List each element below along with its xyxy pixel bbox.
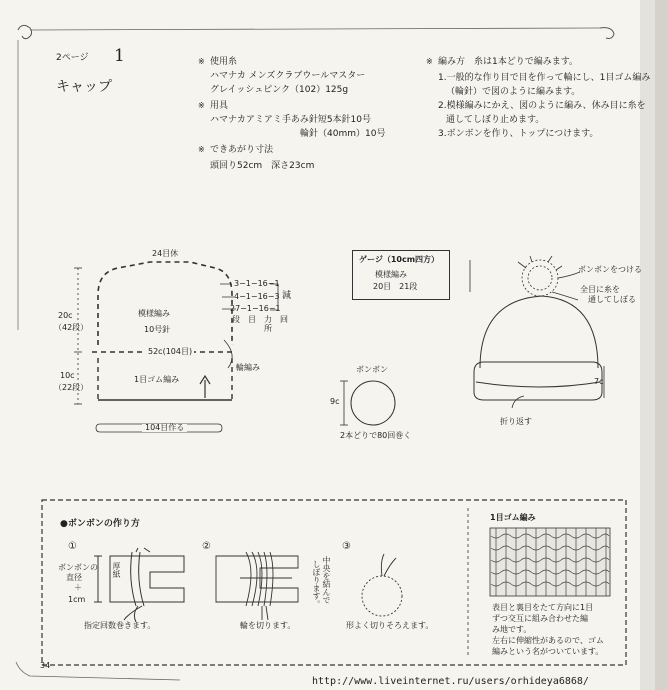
size-heading: できあがり寸法	[210, 145, 274, 155]
tie-note1: 中央を結んで	[322, 556, 331, 604]
step2-number: ②	[202, 541, 211, 552]
bullet-tools-icon: ※	[198, 101, 205, 110]
diameter-label3: ＋	[74, 583, 82, 592]
pompom-size: 9c	[330, 397, 340, 406]
size-line: 頭回り52cm 深さ23cm	[210, 161, 315, 171]
top-stitches-label: 24目休	[152, 249, 179, 258]
yarn-line1: ハマナカ メンズクラブウールマスター	[210, 71, 366, 81]
rib-text4: 左右に伸縮性があるので、ゴム	[492, 636, 604, 645]
instructions-heading: 編み方 糸は1本どりで編みます。	[438, 57, 579, 67]
pompom-label: ボンボン	[356, 365, 388, 374]
gauge-box	[352, 250, 450, 300]
instruction-step2b: 通してしぼり止めます。	[446, 115, 545, 125]
tools-line1: ハマナカアミアミ手あみ針短5本針10号	[210, 115, 371, 125]
instruction-step1a: 1.一般的な作り目で目を作って輪にし、1目ゴム編み	[438, 73, 651, 83]
decrease-row1: 3−1−16−1	[234, 279, 280, 288]
fold-size: 7c	[594, 377, 604, 386]
diameter-label1: ボンボンの	[58, 563, 98, 572]
pattern-number: 1	[114, 46, 125, 66]
gauge-values: 20目 21段	[373, 282, 418, 291]
wind-note: 指定回数巻きます。	[84, 621, 156, 630]
instruction-step2a: 2.模様編みにかえ、図のように編み、休み目に糸を	[438, 101, 646, 111]
height-bottom-label: 10c	[60, 371, 75, 380]
tie-note2: しぼります。	[312, 560, 321, 608]
attach-pompom-label: ボンボンをつける	[578, 265, 642, 274]
decrease-row2: 4−1−16−3	[234, 292, 280, 301]
watermark-url[interactable]: http://www.liveinternet.ru/users/orhideya6868/	[312, 676, 589, 687]
bullet-yarn-icon: ※	[198, 57, 205, 66]
instruction-step3: 3.ボンボンを作り、トップにつけます。	[438, 129, 599, 139]
tools-line2: 輪針（40mm）10号	[300, 129, 386, 139]
page-title: キャップ	[56, 79, 112, 95]
rib-text1: 表目と裏目をたて方向に1目	[492, 603, 594, 612]
round-knit-label: 輪編み	[236, 363, 260, 372]
height-top-label: 20c	[58, 311, 73, 320]
step1-number: ①	[68, 541, 77, 552]
needle-label: 10号針	[144, 325, 171, 334]
bullet-size-icon: ※	[198, 145, 205, 154]
rib-heading: 1目ゴム編み	[490, 513, 536, 522]
cardboard-label: 厚紙	[112, 562, 121, 578]
rib-text3: み地です。	[492, 625, 532, 634]
decrease-label: 減	[282, 291, 292, 301]
decrease-columns2: 所	[232, 324, 272, 333]
cut-note: 輪を切ります。	[240, 621, 296, 630]
rib-text5: 編みという名がついています。	[492, 647, 604, 656]
diameter-label2: 直径	[66, 573, 82, 582]
height-bottom-rows: （22段）	[54, 383, 89, 392]
fold-label: 折り返す	[500, 417, 532, 426]
pompom-note: 2本どりで80回巻く	[340, 431, 412, 440]
height-top-rows: （42段）	[54, 323, 89, 332]
width-label: 52c(104目)	[148, 347, 193, 356]
pattern-label: 模様編み	[138, 309, 170, 318]
gather-note1: 全目に糸を	[580, 285, 620, 294]
trim-note: 形よく切りそろえます。	[346, 621, 434, 630]
bullet-instructions-icon: ※	[426, 57, 433, 66]
gather-note2: 通してしぼる	[588, 295, 636, 304]
howto-heading: ●ボンボンの作り方	[60, 519, 140, 529]
instruction-step1b: （輪針）で図のように編みます。	[446, 87, 581, 97]
decrease-columns: 段 目 力 回	[232, 315, 288, 324]
rib-label: 1目ゴム編み	[134, 375, 180, 384]
rib-text2: ずつ交互に組み合わせた編	[492, 614, 588, 623]
cast-on-label: 104目作る	[142, 424, 187, 432]
diameter-label4: 1cm	[68, 595, 86, 604]
tools-heading: 用具	[210, 101, 229, 111]
yarn-heading: 使用糸	[210, 57, 238, 67]
decrease-row3: 27−1−16−1	[230, 304, 281, 313]
gauge-pattern: 模様編み	[375, 270, 407, 279]
page-ref: 2ページ	[56, 53, 89, 63]
yarn-line2: グレイッシュピンク（102）125g	[210, 85, 349, 95]
gauge-title: ゲージ（10cm四方）	[359, 255, 440, 264]
page-number: 34	[40, 661, 51, 670]
step3-number: ③	[342, 541, 351, 552]
